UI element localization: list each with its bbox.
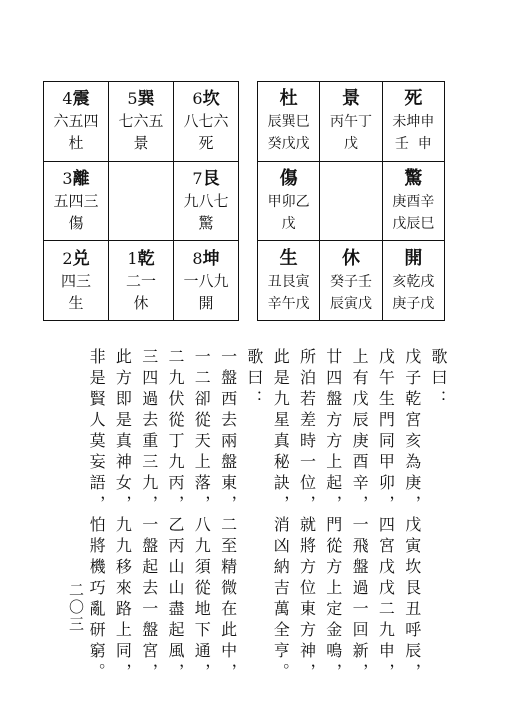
right-table-cell xyxy=(320,241,382,321)
palace-numbers: 五四三 xyxy=(53,191,99,210)
stem-chars: 辛午戊 xyxy=(267,295,310,312)
direction-chars: 辰巽巳 xyxy=(267,114,310,131)
gate-name: 生 xyxy=(279,247,298,269)
palace-name: 坎 xyxy=(202,89,220,110)
left-table-cell xyxy=(109,161,174,241)
palace-gate: 死 xyxy=(198,134,214,153)
left-table-cell xyxy=(109,241,174,321)
palace-name: 巽 xyxy=(137,89,155,110)
verse-column: 戊子乾宮亥為庚，戊寅坎艮丑呼辰， xyxy=(402,348,422,684)
right-table-cell xyxy=(258,82,320,162)
palace-number: 1 xyxy=(127,248,138,268)
palace-label xyxy=(174,88,238,110)
palace-label xyxy=(174,168,238,190)
direction-chars: 癸子壬 xyxy=(329,273,372,290)
palace-number: 5 xyxy=(127,89,138,109)
palace-numbers: 六五四 xyxy=(53,112,99,131)
palace-number: 3 xyxy=(62,168,73,188)
right-table-cell xyxy=(382,82,444,162)
stem-chars: 辰寅戊 xyxy=(329,295,372,312)
direction-chars: 丙午丁 xyxy=(329,114,372,131)
left-table-row xyxy=(44,241,239,321)
verse-column: 歌曰： xyxy=(429,348,448,411)
verse-column: 上有戊辰庚酉辛，一飛盤過一回新， xyxy=(350,348,370,684)
palace-gate: 休 xyxy=(133,293,149,312)
right-table-cell xyxy=(382,241,444,321)
palace-number: 7 xyxy=(192,168,203,188)
palace-gate: 景 xyxy=(133,134,149,153)
left-table-cell xyxy=(174,161,239,241)
right-table-row xyxy=(258,241,445,321)
palace-label xyxy=(44,168,108,190)
palace-numbers: 二一 xyxy=(125,271,156,290)
palace-gate: 生 xyxy=(68,293,84,312)
palace-name: 艮 xyxy=(202,168,220,189)
gate-name: 休 xyxy=(341,247,360,269)
verse-column: 戊午生門同甲卯，四宮戊戊二九申， xyxy=(376,348,396,684)
left-table-cell xyxy=(109,82,174,162)
palace-name: 震 xyxy=(72,89,90,110)
verse-column: 一盤西去兩盤東，二至精微在此中， xyxy=(218,348,238,684)
stem-chars: 戊 xyxy=(343,136,358,153)
right-nine-palace-table xyxy=(257,81,445,321)
palace-gate: 驚 xyxy=(198,213,214,232)
left-table-cell xyxy=(44,161,109,241)
gate-name: 杜 xyxy=(279,88,298,110)
left-table-cell xyxy=(44,241,109,321)
palace-name: 坤 xyxy=(202,248,220,269)
right-table-cell xyxy=(258,241,320,321)
palace-numbers: 四三 xyxy=(60,271,91,290)
verse-column: 非是賢人莫妄語，怕將機巧亂研窮。 xyxy=(87,348,107,684)
palace-label xyxy=(174,248,238,270)
palace-label xyxy=(109,88,173,110)
direction-chars: 庚酉辛 xyxy=(392,193,435,210)
verse-column: 此是九星真秘訣，消凶納吉萬全亨。 xyxy=(271,348,291,684)
left-table-row xyxy=(44,161,239,241)
left-table-cell xyxy=(44,82,109,162)
palace-name: 兑 xyxy=(72,248,90,269)
right-table-cell xyxy=(320,161,382,241)
left-nine-palace-table xyxy=(43,81,239,321)
right-table-cell xyxy=(258,161,320,241)
direction-chars: 未坤申 xyxy=(392,114,435,131)
verse-column: 此方即是真神女，九九移來路上同， xyxy=(113,348,133,684)
stem-chars: 戊辰巳 xyxy=(392,215,435,232)
palace-label xyxy=(44,248,108,270)
verse-column: 廿四盤方方上起，門從方上定金鳴， xyxy=(323,348,343,684)
verse-column: 二九伏從丁九丙，乙丙山山盡起風， xyxy=(166,348,185,684)
stem-chars: 壬 申 xyxy=(394,136,432,153)
palace-number: 8 xyxy=(192,248,203,268)
palace-gate: 開 xyxy=(198,293,214,312)
palace-gate: 傷 xyxy=(68,213,84,232)
palace-number: 2 xyxy=(62,248,73,268)
verse-column: 所泊若差時一位，就將方位東方神， xyxy=(297,348,317,684)
palace-label xyxy=(109,248,173,270)
palace-number: 4 xyxy=(62,89,73,109)
palace-numbers: 七六五 xyxy=(118,112,164,131)
verse-column: 歌曰： xyxy=(244,348,264,411)
direction-chars: 丑艮寅 xyxy=(267,273,310,290)
palace-label xyxy=(44,88,108,110)
gate-name: 驚 xyxy=(404,167,423,189)
verse-column: 三四過去重三九，一盤起去一盤宮， xyxy=(139,348,159,684)
direction-chars: 甲卯乙 xyxy=(267,193,310,210)
verse-column: 一二卻從天上落，八九須從地下通， xyxy=(192,348,212,684)
right-table-row xyxy=(258,161,445,241)
stem-chars: 庚子戊 xyxy=(392,295,435,312)
left-table-row xyxy=(44,82,239,162)
palace-numbers: 一八九 xyxy=(183,271,229,290)
gate-name: 開 xyxy=(404,247,423,269)
page-number: 二〇三 xyxy=(67,582,85,633)
right-table-cell xyxy=(320,82,382,162)
palace-numbers: 九八七 xyxy=(183,191,229,210)
left-table-cell xyxy=(174,241,239,321)
direction-chars: 亥乾戌 xyxy=(392,273,435,290)
right-table-row xyxy=(258,82,445,162)
palace-number: 6 xyxy=(192,89,203,109)
palace-name: 乾 xyxy=(137,248,155,269)
palace-gate: 杜 xyxy=(68,134,84,153)
stem-chars: 戊 xyxy=(281,215,296,232)
palace-name: 離 xyxy=(72,168,90,189)
stem-chars: 癸戊戊 xyxy=(267,136,310,153)
right-table-cell xyxy=(382,161,444,241)
left-table-cell xyxy=(174,82,239,162)
gate-name: 傷 xyxy=(279,167,298,189)
gate-name: 死 xyxy=(404,88,423,110)
gate-name: 景 xyxy=(341,88,360,110)
palace-numbers: 八七六 xyxy=(183,112,229,131)
